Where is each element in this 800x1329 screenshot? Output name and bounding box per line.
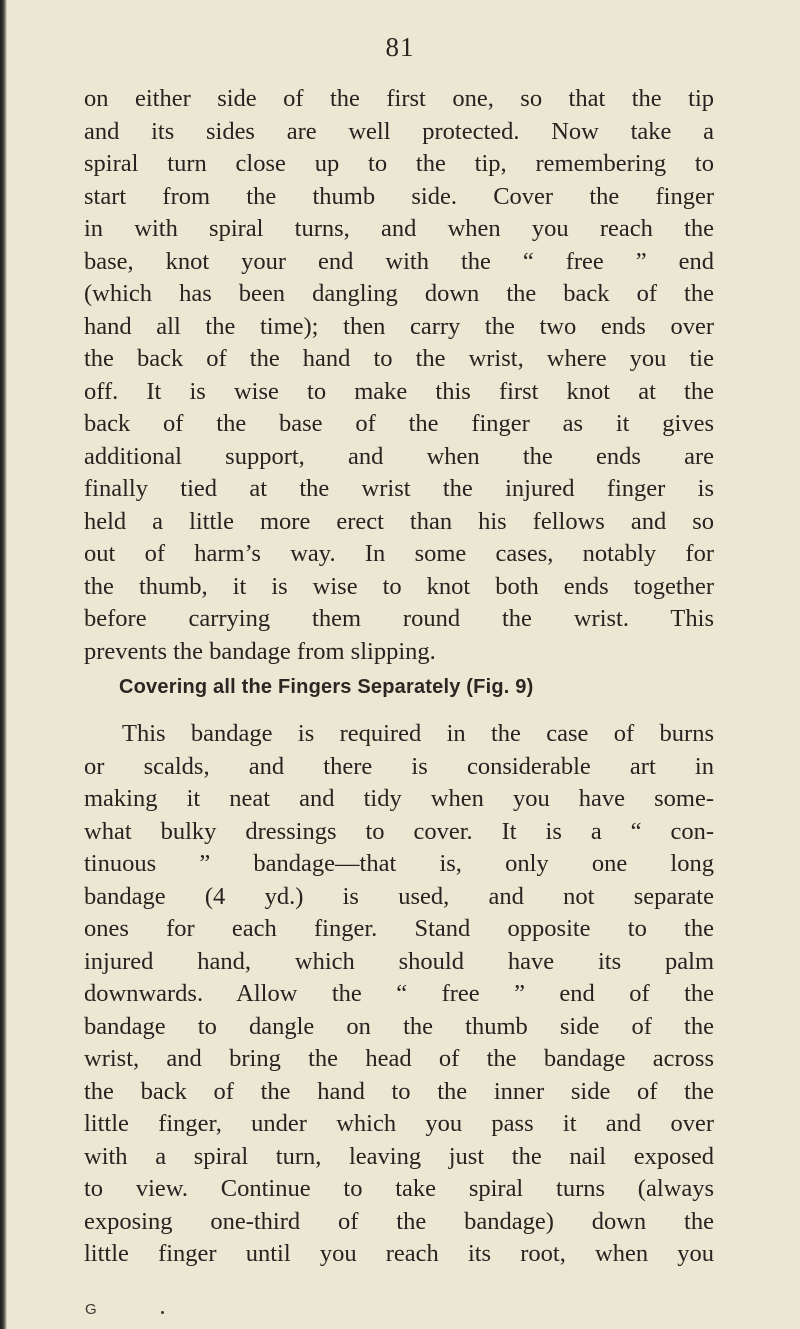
body-paragraph-1 <box>84 83 714 668</box>
text-line: wrist, and bring the head of the bandage across <box>84 1045 714 1072</box>
text-line: off. It is wise to make this first knot at the <box>84 377 714 405</box>
text-line: in with spiral turns, and when you reach the <box>84 215 714 242</box>
text-line: to view. Continue to take spiral turns (always <box>84 1175 714 1202</box>
text-line: back of the base of the finger as it gives <box>84 410 714 437</box>
text-line: the back of the hand to the wrist, where you tie <box>84 345 714 372</box>
text-line: the thumb, it is wise to knot both ends together <box>84 572 714 600</box>
text-line: prevents the bandage from slipping. <box>84 637 436 665</box>
text-line: (which has been dangling down the back of the <box>84 280 714 307</box>
body-paragraph-2 <box>84 718 714 1271</box>
text-line: making it neat and tidy when you have some- <box>84 785 714 812</box>
page-binding-edge <box>0 0 7 1329</box>
text-line: little finger until you reach its root, when you <box>84 1240 714 1267</box>
text-line: bandage (4 yd.) is used, and not separate <box>84 882 714 910</box>
text-line: injured hand, which should have its palm <box>84 947 714 975</box>
text-line: exposing one-third of the bandage) down the <box>84 1207 714 1235</box>
text-line: out of harm’s way. In some cases, notably for <box>84 540 714 567</box>
text-line: or scalds, and there is considerable art in <box>84 752 714 780</box>
text-line: hand all the time); then carry the two ends over <box>84 312 714 340</box>
section-heading: Covering all the Fingers Separately (Fig. 9) <box>119 676 534 698</box>
text-line: tinuous ” bandage—that is, only one long <box>84 850 714 877</box>
text-line: This bandage is required in the case of burns <box>122 720 714 747</box>
text-line: the back of the hand to the inner side of the <box>84 1077 714 1105</box>
text-line: bandage to dangle on the thumb side of the <box>84 1012 714 1040</box>
page-number: 81 <box>385 32 415 62</box>
signature-dot <box>161 1311 164 1314</box>
text-line: finally tied at the wrist the injured finger is <box>84 475 714 502</box>
text-line: start from the thumb side. Cover the finger <box>84 182 714 210</box>
text-line: ones for each finger. Stand opposite to the <box>84 915 714 942</box>
text-line: additional support, and when the ends are <box>84 442 714 470</box>
text-line: what bulky dressings to cover. It is a “ con- <box>84 817 714 845</box>
text-line: on either side of the first one, so that the tip <box>84 85 714 112</box>
text-line: downwards. Allow the “ free ” end of the <box>84 980 714 1007</box>
text-line: base, knot your end with the “ free ” end <box>84 247 714 275</box>
text-line: with a spiral turn, leaving just the nail exposed <box>84 1142 714 1170</box>
text-line: before carrying them round the wrist. This <box>84 605 714 632</box>
text-line: little finger, under which you pass it and over <box>84 1110 714 1137</box>
signature-mark: G <box>85 1301 97 1318</box>
text-line: and its sides are well protected. Now take a <box>84 117 714 145</box>
text-line: held a little more erect than his fellows and so <box>84 507 714 535</box>
text-line: spiral turn close up to the tip, remembering to <box>84 150 714 177</box>
